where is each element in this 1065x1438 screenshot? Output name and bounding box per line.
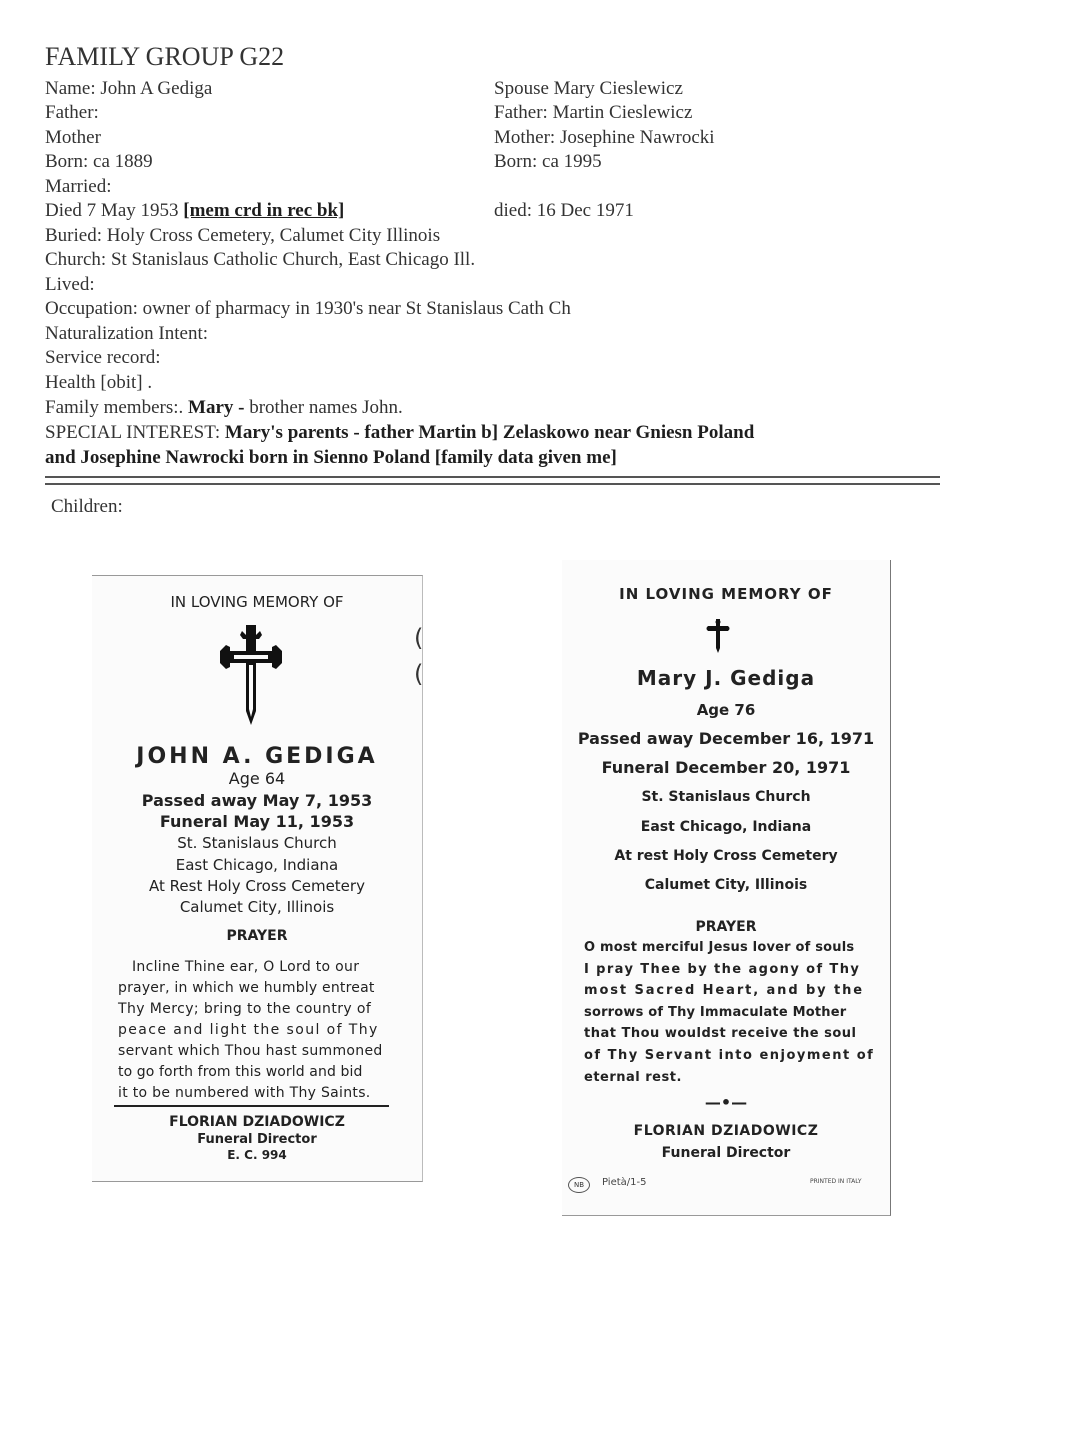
card2-code: Pietà/1-5 [602,1177,647,1188]
card1-rest: At Rest Holy Cross Cemetery [149,877,365,895]
spouse-died-field: died: 16 Dec 1971 [494,200,634,221]
card2-passed: Passed away December 16, 1971 [577,729,875,748]
card1-prayer-line: peace and light the soul of Thy [118,1022,379,1038]
name-field: Name: John A Gediga [45,78,213,99]
special-interest-label: SPECIAL INTEREST: [45,422,225,443]
latin-cross-icon [218,621,284,729]
card1-age: Age 64 [228,769,286,788]
card1-city: East Chicago, Indiana [175,856,339,874]
card2-prayer-line: eternal rest. [584,1070,682,1085]
buried-field: Buried: Holy Cross Cemetery, Calumet City Illinois [45,225,441,246]
memorial-card-john [92,575,423,1182]
bracket-mark: ( [414,624,424,652]
card2-prayer-line: O most merciful Jesus lover of souls [584,940,855,955]
card2-name: Mary J. Gediga [636,666,816,690]
health-field: Health [obit] . [45,372,153,393]
married-field: Married: [45,176,112,197]
card2-funeral: Funeral December 20, 1971 [601,758,851,777]
card2-prayer-line: sorrows of Thy Immaculate Mother [584,1005,847,1020]
family-members-label: Family members:. [45,397,189,418]
card1-prayer-line: Incline Thine ear, O Lord to our [132,959,360,975]
church-field: Church: St Stanislaus Catholic Church, East Chicago Ill. [45,249,476,270]
card2-director-title: Funeral Director [661,1145,791,1161]
small-cross-icon [706,618,730,654]
children-label: Children: [51,496,123,517]
card1-prayer-line: prayer, in which we humbly entreat [118,980,375,996]
card1-prayer-line: servant which Thou hast summoned [118,1043,383,1059]
card2-heading: IN LOVING MEMORY OF [619,585,833,603]
died-note: [mem crd in rec bk] [183,200,345,221]
naturalization-field: Naturalization Intent: [45,323,209,344]
lived-field: Lived: [45,274,95,295]
special-interest-field [45,421,754,445]
card1-code: E. C. 994 [227,1148,287,1162]
spouse-born-field: Born: ca 1995 [494,151,602,172]
card1-name: JOHN A. GEDIGA [136,744,378,769]
family-members-text: brother names John. [244,397,403,418]
card2-director: FLORIAN DZIADOWICZ [633,1123,819,1139]
card1-director-title: Funeral Director [197,1132,317,1147]
special-interest-line1: Mary's parents - father Martin b] Zelaskowo near Gniesn Poland [224,422,755,443]
father-field: Father: [45,102,99,123]
family-members-field [45,396,403,420]
page-title: FAMILY GROUP G22 [45,42,285,71]
double-divider [45,476,940,485]
died-text: Died 7 May 1953 [45,200,184,221]
card2-prayer-line: of Thy Servant into enjoyment of [584,1048,875,1063]
card2-prayer-line: I pray Thee by the agony of Thy [584,962,861,977]
spouse-field: Spouse Mary Cieslewicz [494,78,683,99]
card2-city: East Chicago, Indiana [640,819,812,835]
card1-rest-city: Calumet City, Illinois [179,898,335,916]
card2-rest: At rest Holy Cross Cemetery [614,848,838,864]
card1-heading: IN LOVING MEMORY OF [170,593,344,611]
card1-church: St. Stanislaus Church [177,834,337,852]
born-field: Born: ca 1889 [45,151,153,172]
family-members-mary: Mary - [188,397,245,418]
publisher-logo: NB [568,1177,590,1193]
occupation-field: Occupation: owner of pharmacy in 1930's near St Stanislaus Cath Ch [45,298,571,319]
card1-prayer-line: Thy Mercy; bring to the country of [118,1001,372,1017]
card1-divider [114,1105,389,1107]
card2-printed: PRINTED IN ITALY [810,1178,862,1185]
bracket-mark: ( [414,660,424,688]
card1-funeral: Funeral May 11, 1953 [159,812,355,831]
card2-prayer-line: that Thou wouldst receive the soul [584,1026,857,1041]
card1-passed: Passed away May 7, 1953 [141,791,373,810]
card1-prayer-title: PRAYER [226,928,288,944]
card2-rest-city: Calumet City, Illinois [644,877,808,893]
mother-field: Mother [45,127,101,148]
card2-prayer-line: most Sacred Heart, and by the [584,983,864,998]
special-interest-line2: and Josephine Nawrocki born in Sienno Poland [family data given me] [45,447,617,468]
service-record-field: Service record: [45,347,161,368]
card1-director: FLORIAN DZIADOWICZ [169,1114,345,1130]
card1-prayer-line: it to be numbered with Thy Saints. [118,1085,371,1101]
spouse-father-field: Father: Martin Cieslewicz [494,102,693,123]
spouse-mother-field: Mother: Josephine Nawrocki [494,127,715,148]
card2-church: St. Stanislaus Church [641,789,811,805]
card1-prayer-line: to go forth from this world and bid [118,1064,363,1080]
card2-age: Age 76 [696,701,756,719]
died-field [45,199,344,223]
card2-prayer-title: PRAYER [695,919,757,935]
card2-separator: —•— [704,1093,748,1112]
memorial-card-mary [562,560,891,1216]
